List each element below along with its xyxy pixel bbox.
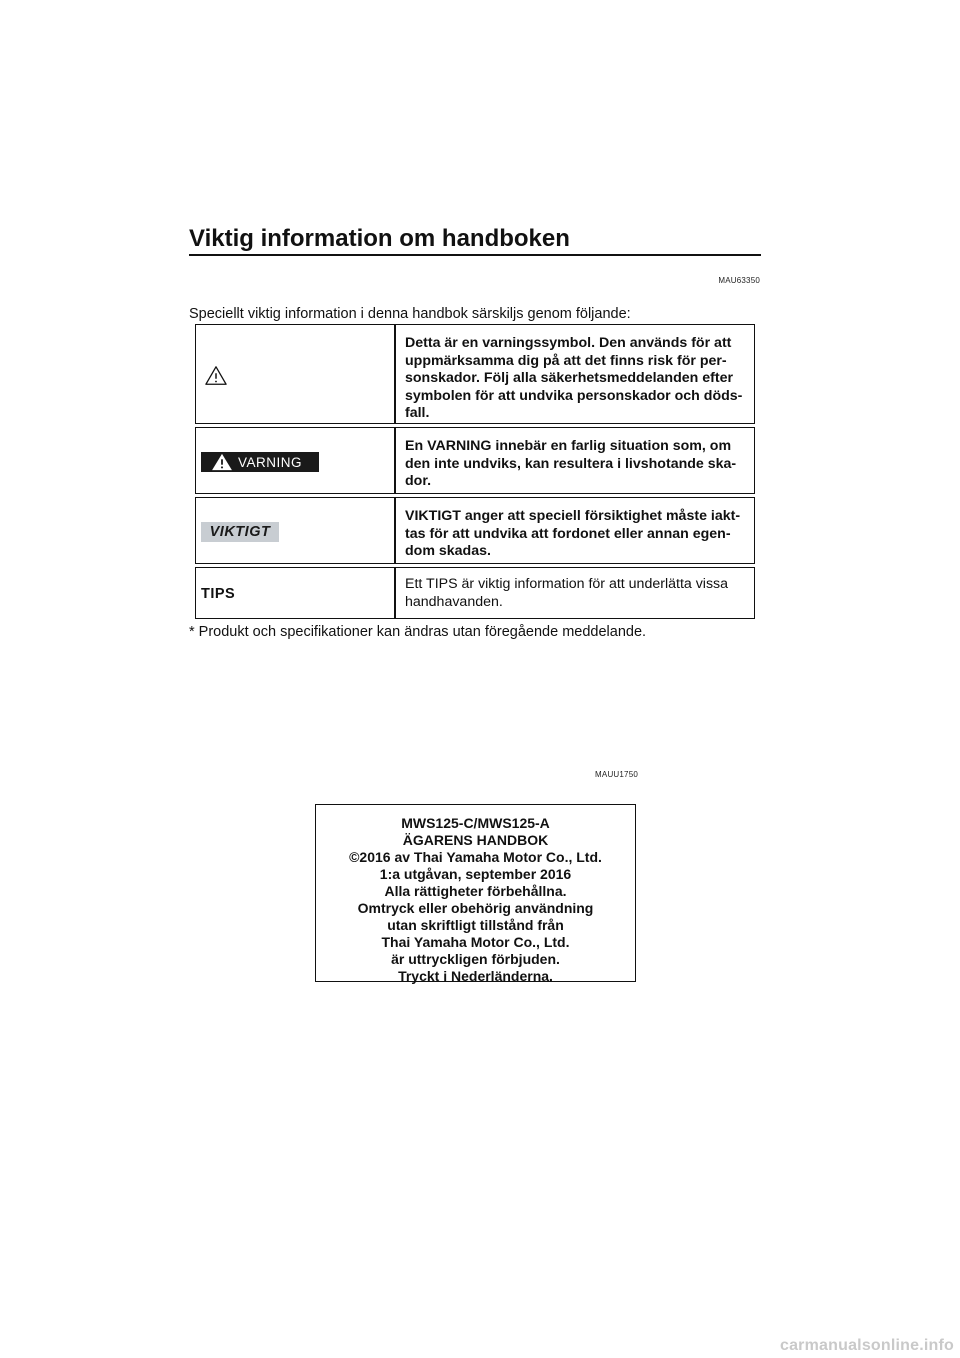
varning-description: En VARNING innebär en farlig situation som, om den inte undviks, kan resultera i livshotande ska-dor. [405, 438, 737, 490]
imprint-box [315, 804, 636, 982]
cell-divider [394, 428, 396, 493]
imprint-line: MWS125-C/MWS125-A [401, 815, 550, 831]
warning-triangle-icon [211, 453, 233, 471]
symbol-cell [196, 568, 394, 618]
cell-divider [394, 325, 396, 423]
imprint-line: ©2016 av Thai Yamaha Motor Co., Ltd. [349, 849, 602, 865]
imprint-line: Tryckt i Nederländerna. [398, 968, 553, 984]
footnote: * Produkt och specifikationer kan ändras utan föregående meddelande. [189, 624, 647, 640]
symbol-row-viktigt [195, 497, 755, 564]
imprint-line: ÄGARENS HANDBOK [402, 832, 549, 848]
imprint-line: Alla rättigheter förbehållna. [384, 883, 567, 899]
symbol-cell [196, 428, 394, 493]
cell-divider [394, 498, 396, 563]
imprint-line: utan skriftligt tillstånd från [387, 917, 564, 933]
watermark: carmanualsonline.info [779, 1337, 954, 1354]
imprint-line: Omtryck eller obehörig användning [357, 900, 594, 916]
imprint-line: är uttryckligen förbjuden. [391, 951, 560, 967]
page-title: Viktig information om handboken [189, 225, 570, 252]
symbol-row-varning [195, 427, 755, 494]
symbol-cell [196, 498, 394, 563]
tips-label: TIPS [201, 586, 236, 602]
symbol-row-tips [195, 567, 755, 619]
symbol-row-warning-symbol [195, 324, 755, 424]
cell-divider [394, 568, 396, 618]
viktigt-label: VIKTIGT [209, 524, 271, 540]
warning-triangle-icon [205, 365, 227, 387]
tips-description: Ett TIPS är viktig information för att underlätta vissa handhavanden. [405, 576, 729, 610]
viktigt-badge [201, 522, 279, 542]
symbol-cell [196, 325, 394, 423]
imprint-line: 1:a utgåvan, september 2016 [379, 866, 572, 882]
imprint-line: Thai Yamaha Motor Co., Ltd. [381, 934, 570, 950]
varning-badge [201, 452, 319, 472]
viktigt-description: VIKTIGT anger att speciell försiktighet måste iakt-tas för att undvika att fordonet eller annan egen-dom skadas. [405, 508, 741, 560]
section-code: MAU63350 [718, 276, 760, 285]
title-rule [189, 254, 761, 256]
symbol-description: Detta är en varningssymbol. Den används för att uppmärksamma dig på att det finns risk för per-sonskador. Följ alla säkerhetsmeddelanden efter symbolen för att undvika personskador och döds-fall. [405, 335, 743, 422]
section-code: MAUU1750 [595, 770, 638, 779]
varning-label: VARNING [238, 454, 303, 470]
intro-text: Speciellt viktig information i denna handbok särskiljs genom följande: [189, 306, 631, 322]
